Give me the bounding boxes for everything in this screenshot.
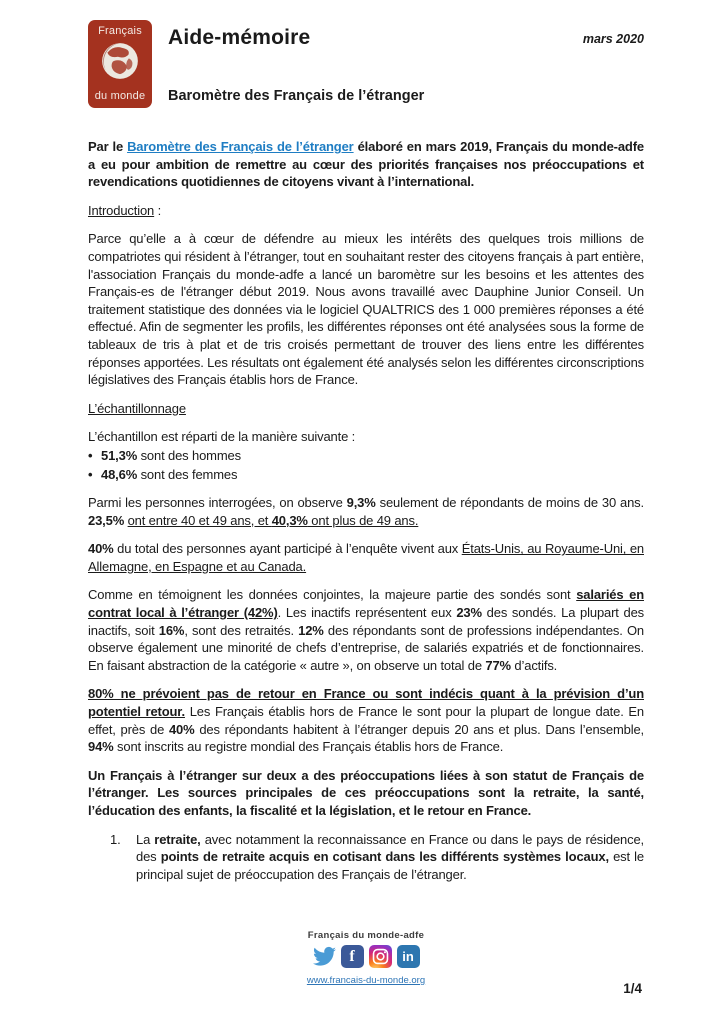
text-segment: des répondants sont de professions indépendantes. On observe également une minorité de chefs d’entreprise, de salariés expatriés et de fonctionnaires. En faisant abstraction de la catégorie « autre », on observe un total de xyxy=(88,622,644,673)
facebook-icon[interactable]: f xyxy=(341,945,364,968)
footer-org-name: Français du monde-adfe xyxy=(307,930,425,941)
text-segment: , sont des retraités. xyxy=(184,622,299,638)
header-titles xyxy=(168,20,583,108)
text-segment: 48,6% xyxy=(101,466,138,482)
text-segment: sont des hommes xyxy=(137,447,241,463)
text-segment: La xyxy=(136,831,155,847)
social-icons-row xyxy=(313,945,420,968)
instagram-icon[interactable] xyxy=(369,945,392,968)
website-link[interactable]: www.francais-du-monde.org xyxy=(306,975,426,986)
text-segment: 23% xyxy=(456,605,482,621)
numbered-item xyxy=(88,831,644,884)
list-item-text xyxy=(101,447,644,465)
section-heading xyxy=(88,202,644,220)
text-segment: . Les inactifs représentent eux xyxy=(277,605,457,621)
text-segment: Les Français établis hors de France le sont pour la plupart de longue date. En effet, près de xyxy=(88,704,644,737)
paragraph xyxy=(88,767,644,820)
text-segment: Parce qu’elle a à cœur de défendre au mieux les intérêts des quelques trois millions de compatriotes qui résident à l’étranger, tout en souhaitant rester des citoyens français à part entière, l'association Français du monde-adfe a lancé un baromètre sur les besoins et les attentes des Français-es de l'étranger début 2019. Nous avons travaillé avec Dauphine Junior Conseil. Un traitement statistique des données via le logiciel QUALTRICS des 1 000 premières réponses a été effectué. Afin de segmenter les profils, les différentes réponses ont été analysées sous la forme de tableaux de tris à plat et de tris croisés permettant de trouver des liens entre les différentes réponses apportées. Les résultats ont également été analysés selon les différentes circonscriptions législatives des Français établis hors de France. xyxy=(88,231,644,388)
text-segment: 40% xyxy=(88,541,114,557)
list-marker: • xyxy=(88,466,93,482)
text-segment: ont plus de 49 ans. xyxy=(307,512,419,528)
text-segment: du total des personnes ayant participé à l’enquête vivent aux xyxy=(113,541,462,557)
text-segment: 16% xyxy=(158,622,185,638)
logo-text-bottom: du monde xyxy=(94,90,146,102)
document-body xyxy=(88,138,644,894)
text-segment: 23,5% xyxy=(88,512,125,528)
linkedin-icon[interactable]: in xyxy=(397,945,420,968)
paragraph xyxy=(88,494,644,529)
francais-du-monde-logo xyxy=(88,20,152,108)
paragraph xyxy=(88,540,644,575)
barometre-link[interactable]: Baromètre des Français de l’étranger xyxy=(127,139,354,154)
text-segment: Un Français à l’étranger sur deux a des préoccupations liées à son statut de Français de l’étranger. Les sources principales de ces préoccupations sont la retraite, la santé, l’éducation des enfants, la fiscalité et la législation, et le retour en France. xyxy=(88,767,644,818)
list-item-text xyxy=(136,831,644,884)
document-title: Aide-mémoire xyxy=(168,26,311,49)
text-segment: L’échantillon est réparti de la manière suivante : xyxy=(88,429,356,445)
text-segment: sont inscrits au registre mondial des Français établis hors de France. xyxy=(113,739,504,755)
paragraph xyxy=(88,428,644,446)
document-subtitle: Baromètre des Français de l’étranger xyxy=(168,88,425,104)
text-segment: points de retraite acquis en cotisant dans les différents systèmes locaux, xyxy=(160,849,609,865)
text-segment: élaboré en mars 2019, Français du monde-adfe a eu pour ambition de remettre au cœur des priorités françaises nos préoccupations et revendications quotidiennes de citoyens vivant à l’international. xyxy=(88,139,644,190)
list-item-text xyxy=(101,466,644,484)
text-segment: 51,3% xyxy=(101,447,138,463)
bullet-item xyxy=(88,466,644,484)
text-segment: 12% xyxy=(298,622,324,638)
list-marker: • xyxy=(88,447,93,463)
text-segment: des sondés. La plupart des inactifs, soit xyxy=(88,605,645,638)
text-segment: 40% xyxy=(168,721,195,737)
text-segment: : xyxy=(154,202,162,218)
text-segment: L’échantillonnage xyxy=(88,400,186,416)
text-segment: Par le xyxy=(88,139,128,154)
globe-icon xyxy=(99,40,141,87)
text-segment: sont des femmes xyxy=(137,466,238,482)
text-segment: avec notamment la reconnaissance en France ou dans le pays de résidence, des xyxy=(136,831,645,865)
document-date: mars 2020 xyxy=(582,32,644,46)
text-segment: d’actifs. xyxy=(510,657,558,673)
paragraph xyxy=(88,685,644,755)
text-segment: 77% xyxy=(485,657,511,673)
text-segment: ont entre 40 et 49 ans, et xyxy=(127,512,272,528)
text-segment: Introduction xyxy=(88,202,155,218)
list-marker: 1. xyxy=(110,831,121,847)
twitter-icon[interactable] xyxy=(313,945,336,968)
paragraph xyxy=(88,230,644,388)
paragraph xyxy=(88,138,644,191)
text-segment: 80% ne prévoient pas de retour en France ou sont indécis quant à la prévision d’un potentiel retour. xyxy=(88,686,644,720)
text-segment: retraite, xyxy=(154,831,201,847)
text-segment: 9,3% xyxy=(346,495,376,511)
text-segment: des répondants habitent à l’étranger depuis 20 ans et plus. Dans l’ensemble, xyxy=(194,721,644,737)
logo-text-top: Français xyxy=(98,25,142,37)
bullet-item xyxy=(88,447,644,465)
text-segment: 40,3% xyxy=(271,512,308,528)
text-segment: seulement de répondants de moins de 30 ans. xyxy=(375,495,644,511)
section-heading xyxy=(88,400,644,418)
page-number: 1/4 xyxy=(623,981,642,996)
text-segment: Parmi les personnes interrogées, on observe xyxy=(88,495,347,511)
text-segment: est le principal sujet de préoccupation des Français de l’étranger. xyxy=(136,849,644,882)
document-footer xyxy=(88,930,644,1000)
text-segment: Comme en témoignent les données conjointes, la majeure partie des sondés sont xyxy=(88,587,577,603)
paragraph xyxy=(88,586,644,674)
text-segment: États-Unis, au Royaume-Uni, en Allemagne, en Espagne et au Canada. xyxy=(88,541,644,574)
text-segment: 94% xyxy=(88,739,114,755)
text-segment: salariés en contrat local à l’étranger (42%) xyxy=(88,587,644,621)
document-header xyxy=(88,20,644,108)
